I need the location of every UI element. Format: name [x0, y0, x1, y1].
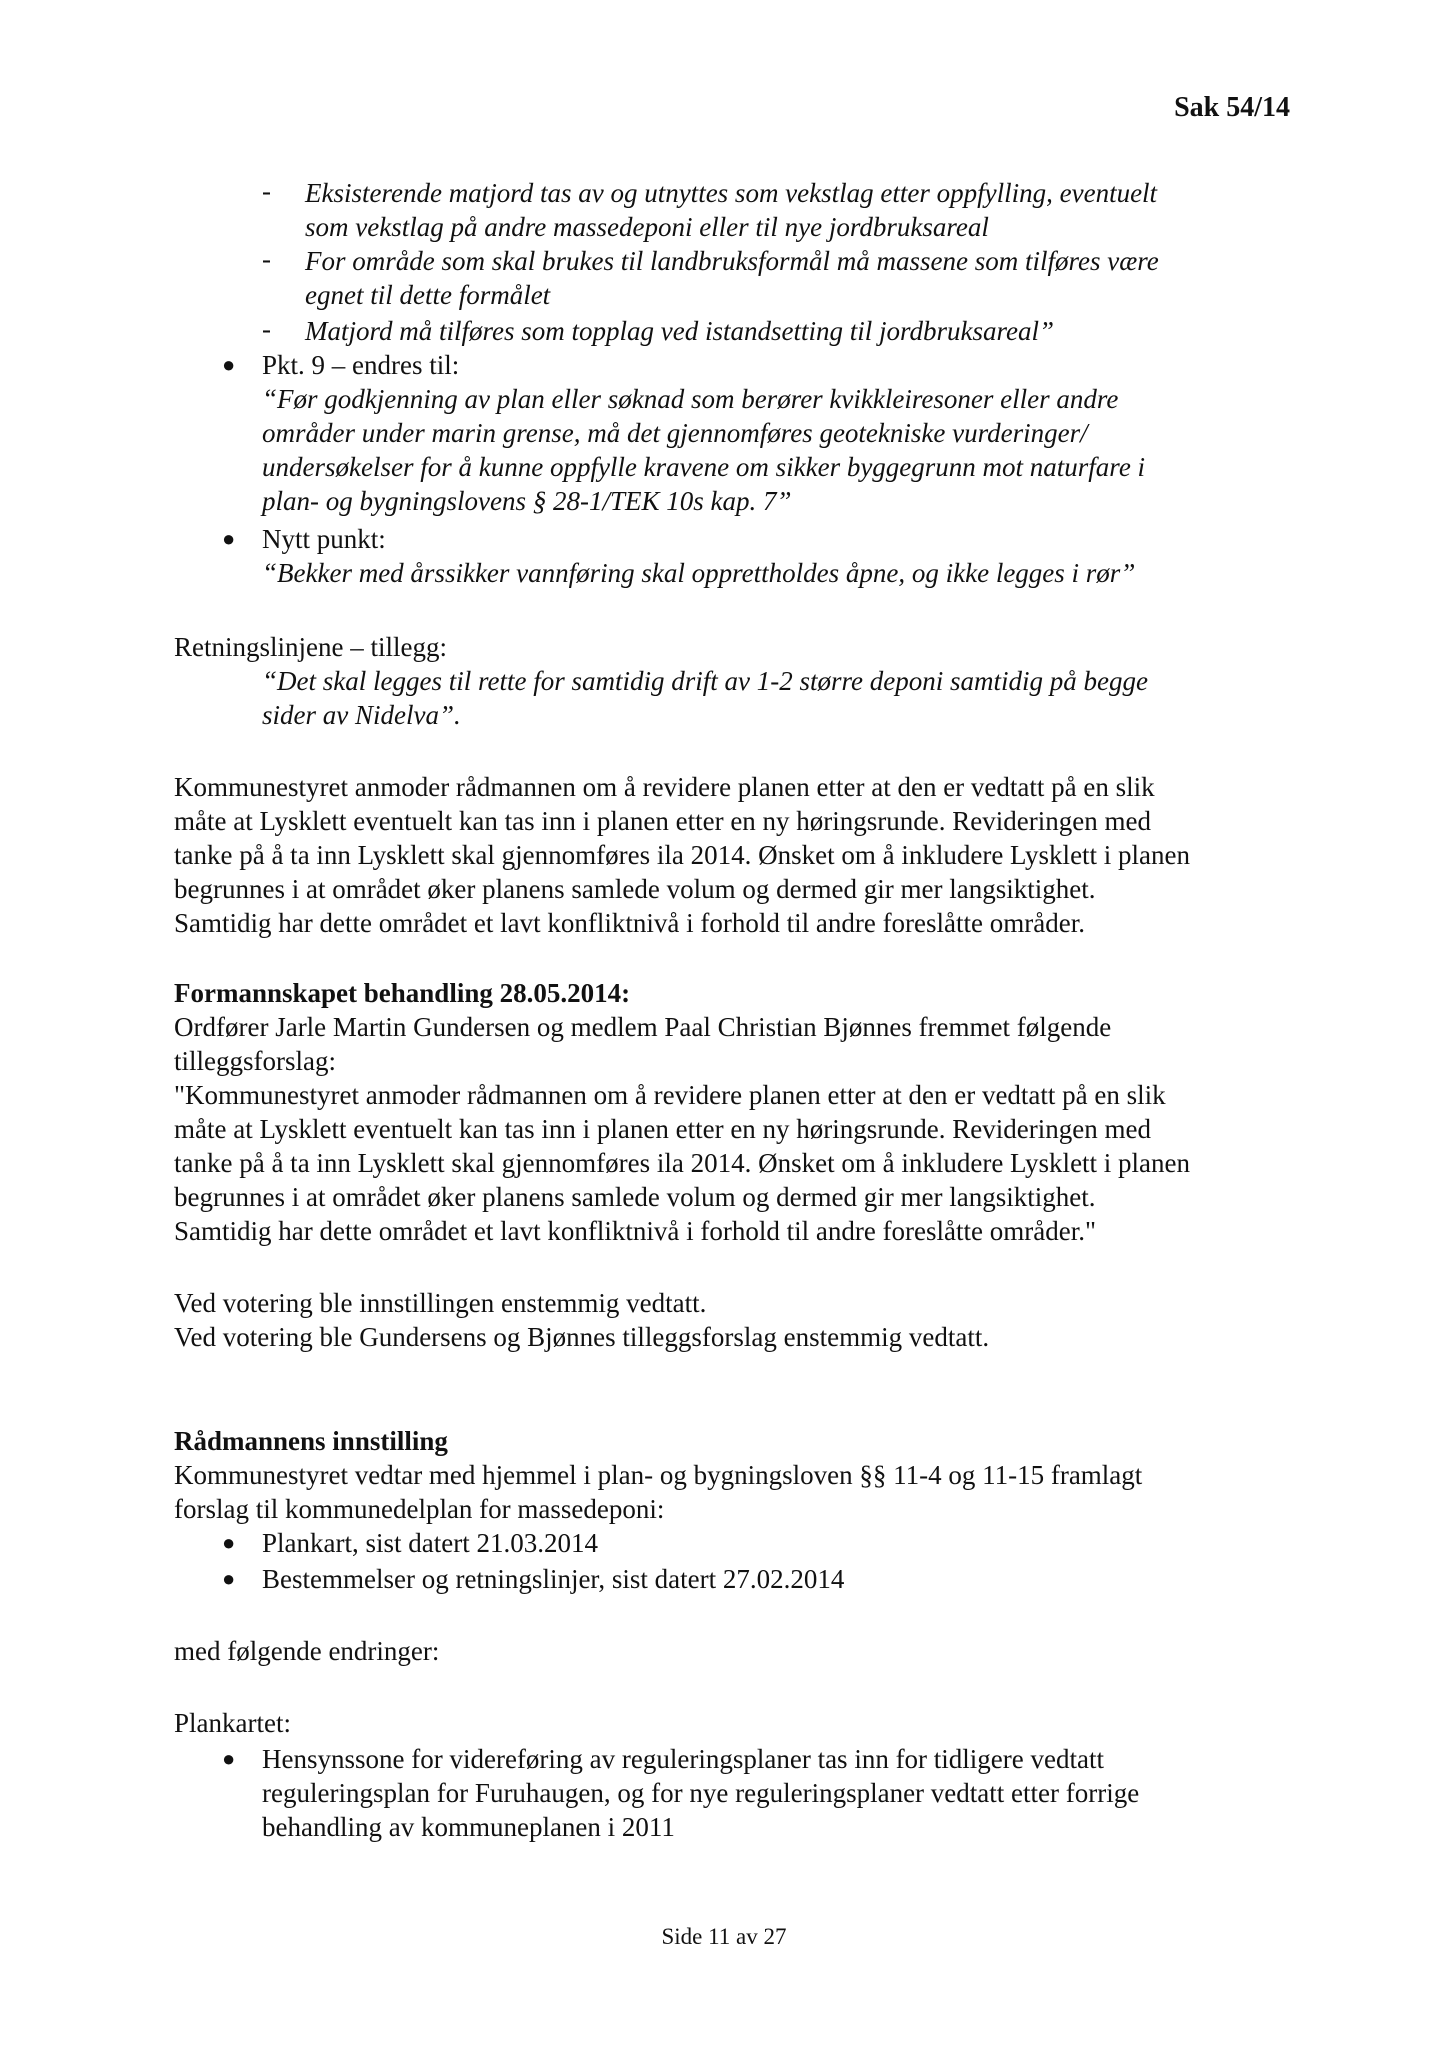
pkt9-quote-line-2: områder under marin grense, må det gjennomføres geotekniske vurderinger/: [262, 418, 1088, 448]
formannskapet-line-3: "Kommunestyret anmoder rådmannen om å revidere planen etter at den er vedtatt på en slik: [174, 1080, 1166, 1110]
radmannen-intro-line-1: Kommunestyret vedtar med hjemmel i plan- og bygningsloven §§ 11-4 og 11-15 framlagt: [174, 1460, 1143, 1490]
nytt-punkt-quote: “Bekker med årssikker vannføring skal opprettholdes åpne, og ikke legges i rør”: [262, 558, 1136, 588]
plankartet-bullet-line-2: reguleringsplan for Furuhaugen, og for nye reguleringsplaner vedtatt etter forrige: [262, 1778, 1140, 1808]
case-number-header: Sak 54/14: [1174, 92, 1290, 123]
nytt-punkt-label: Nytt punkt:: [262, 524, 386, 554]
dash-marker: -: [262, 176, 271, 206]
kommunestyret-line-4: begrunnes i at området øker planens samlede volum og dermed gir mer langsiktighet.: [174, 874, 1096, 904]
dash-item-2-line-2: egnet til dette formålet: [305, 280, 551, 310]
formannskapet-line-2: tilleggsforslag:: [174, 1046, 336, 1076]
plankartet-bullet-line-3: behandling av kommuneplanen i 2011: [262, 1812, 675, 1842]
vote-line-2: Ved votering ble Gundersens og Bjønnes tilleggsforslag enstemmig vedtatt.: [174, 1322, 990, 1352]
formannskapet-line-4: måte at Lysklett eventuelt kan tas inn i planen etter en ny høringsrunde. Revideringen med: [174, 1114, 1151, 1144]
retningslinjer-quote-line-1: “Det skal legges til rette for samtidig drift av 1-2 større deponi samtidig på begge: [262, 666, 1148, 696]
bullet-icon: ●: [222, 1566, 236, 1591]
radmannen-bullet-2: Bestemmelser og retningslinjer, sist datert 27.02.2014: [262, 1564, 845, 1594]
formannskapet-line-1: Ordfører Jarle Martin Gundersen og medlem Paal Christian Bjønnes fremmet følgende: [174, 1012, 1112, 1042]
kommunestyret-line-3: tanke på å ta inn Lysklett skal gjennomføres ila 2014. Ønsket om å inkludere Lysklett i planen: [174, 840, 1191, 870]
retningslinjer-quote-line-2: sider av Nidelva”.: [262, 700, 461, 730]
formannskapet-line-7: Samtidig har dette området et lavt konfliktnivå i forhold til andre foreslåtte områder.": [174, 1216, 1096, 1246]
formannskapet-line-5: tanke på å ta inn Lysklett skal gjennomføres ila 2014. Ønsket om å inkludere Lysklett i planen: [174, 1148, 1191, 1178]
dash-marker: -: [262, 244, 271, 274]
bullet-icon: ●: [222, 352, 236, 377]
pkt9-label: Pkt. 9 – endres til:: [262, 350, 460, 380]
radmannen-bullet-1: Plankart, sist datert 21.03.2014: [262, 1528, 598, 1558]
dash-item-1-line-1: Eksisterende matjord tas av og utnyttes som vekstlag etter oppfylling, eventuelt: [305, 178, 1158, 208]
formannskapet-line-6: begrunnes i at området øker planens samlede volum og dermed gir mer langsiktighet.: [174, 1182, 1096, 1212]
radmannen-heading: Rådmannens innstilling: [174, 1426, 448, 1456]
dash-item-1-line-2: som vekstlag på andre massedeponi eller til nye jordbruksareal: [305, 212, 989, 242]
kommunestyret-line-2: måte at Lysklett eventuelt kan tas inn i planen etter en ny høringsrunde. Revideringen med: [174, 806, 1151, 836]
endringer-label: med følgende endringer:: [174, 1636, 440, 1666]
retningslinjer-label: Retningslinjene – tillegg:: [174, 632, 447, 662]
bullet-icon: ●: [222, 526, 236, 551]
radmannen-intro-line-2: forslag til kommunedelplan for massedeponi:: [174, 1494, 665, 1524]
kommunestyret-line-5: Samtidig har dette området et lavt konfliktnivå i forhold til andre foreslåtte områder.: [174, 908, 1085, 938]
pkt9-quote-line-4: plan- og bygningslovens § 28-1/TEK 10s kap. 7”: [262, 486, 792, 516]
pkt9-quote-line-3: undersøkelser for å kunne oppfylle kravene om sikker byggegrunn mot naturfare i: [262, 452, 1146, 482]
bullet-icon: ●: [222, 1746, 236, 1771]
vote-line-1: Ved votering ble innstillingen enstemmig vedtatt.: [174, 1288, 707, 1318]
plankartet-bullet-line-1: Hensynssone for videreføring av reguleringsplaner tas inn for tidligere vedtatt: [262, 1744, 1104, 1774]
kommunestyret-line-1: Kommunestyret anmoder rådmannen om å revidere planen etter at den er vedtatt på en slik: [174, 772, 1155, 802]
formannskapet-heading: Formannskapet behandling 28.05.2014:: [174, 978, 631, 1008]
bullet-icon: ●: [222, 1530, 236, 1555]
dash-marker: -: [262, 314, 271, 344]
plankartet-label: Plankartet:: [174, 1708, 291, 1738]
dash-item-3-line-1: Matjord må tilføres som topplag ved istandsetting til jordbruksareal”: [305, 316, 1054, 346]
dash-item-2-line-1: For område som skal brukes til landbruksformål må massene som tilføres være: [305, 246, 1159, 276]
page-footer: Side 11 av 27: [661, 1924, 787, 1949]
pkt9-quote-line-1: “Før godkjenning av plan eller søknad som berører kvikkleiresoner eller andre: [262, 384, 1119, 414]
